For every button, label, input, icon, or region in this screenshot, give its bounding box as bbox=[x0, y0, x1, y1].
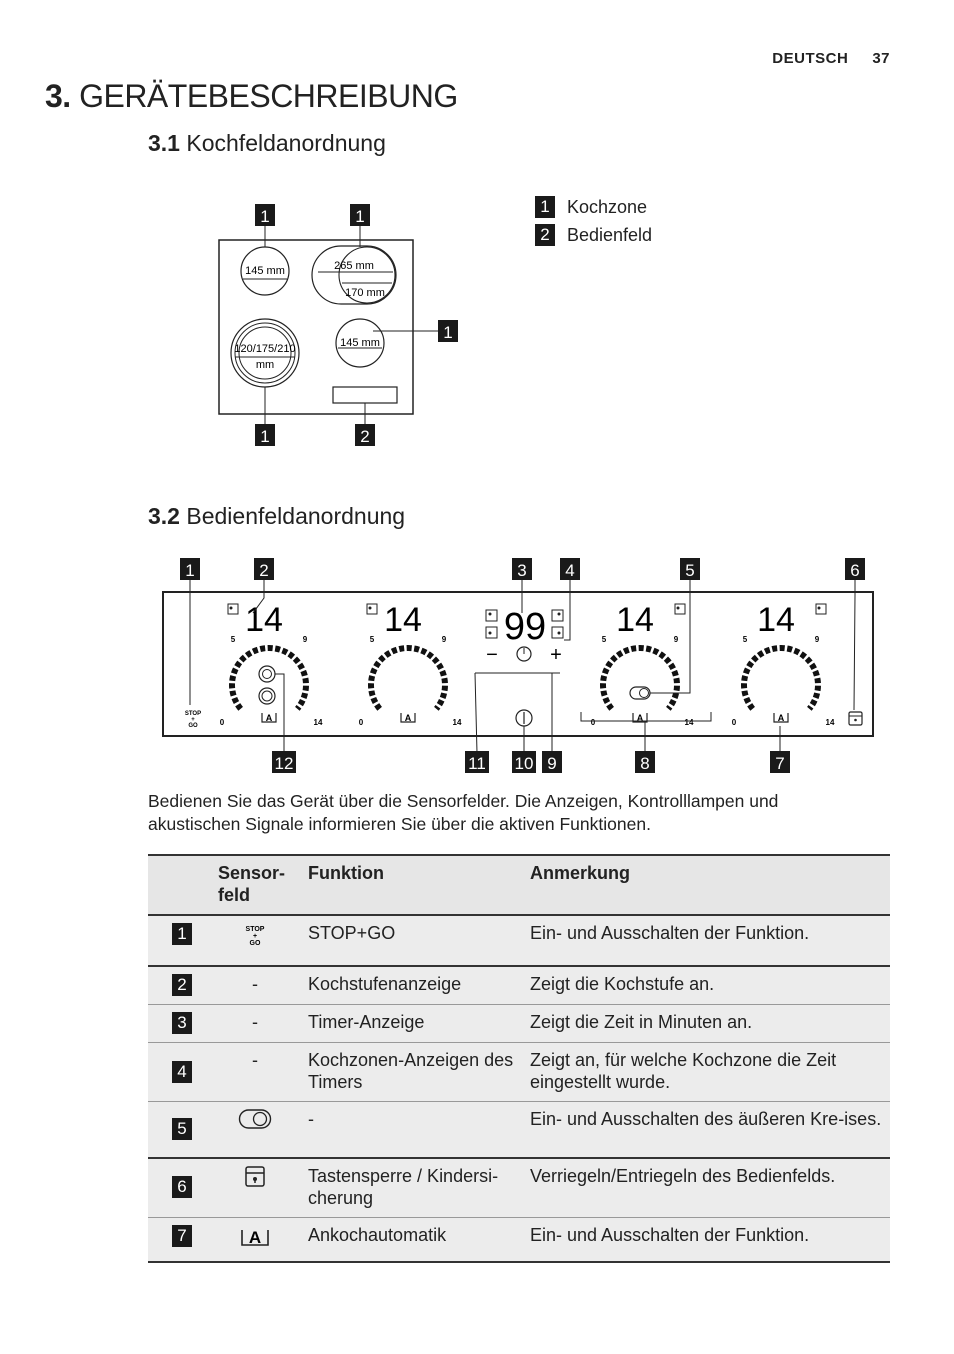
cooking-zone-control bbox=[591, 601, 694, 727]
svg-text:3: 3 bbox=[517, 561, 527, 580]
cooking-zone-control bbox=[359, 601, 462, 727]
svg-text:A: A bbox=[265, 713, 273, 723]
svg-text:2: 2 bbox=[259, 561, 269, 580]
callout-3 bbox=[512, 558, 532, 580]
cooking-zone-top-left bbox=[241, 247, 289, 295]
svg-text:12: 12 bbox=[274, 754, 294, 773]
row-number: 1 bbox=[172, 923, 192, 945]
table-row bbox=[148, 1043, 890, 1102]
scale-label: 5 bbox=[742, 635, 748, 644]
table-header-sensor: Sensor- feld bbox=[218, 863, 286, 905]
section-number: 3.2 bbox=[148, 503, 180, 529]
svg-text:7: 7 bbox=[775, 754, 785, 773]
callout-5 bbox=[680, 558, 700, 580]
row-number: 7 bbox=[172, 1225, 192, 1247]
power-slider bbox=[371, 648, 445, 709]
auto-heat-up-icon bbox=[262, 713, 276, 723]
svg-text:5: 5 bbox=[685, 561, 695, 580]
callout-2 bbox=[254, 558, 274, 580]
svg-text:1: 1 bbox=[260, 427, 270, 446]
power-level-display: 14 bbox=[616, 601, 654, 639]
cooking-zone-top-right bbox=[312, 246, 396, 304]
row-function: Ankochautomatik bbox=[308, 1224, 447, 1245]
svg-text:1: 1 bbox=[355, 207, 365, 226]
legend-item bbox=[535, 193, 652, 221]
scale-label: 14 bbox=[452, 718, 462, 727]
callout-7 bbox=[770, 751, 790, 773]
power-slider bbox=[603, 648, 677, 709]
svg-text:STOP: STOP bbox=[245, 926, 265, 933]
timer-plus: + bbox=[550, 644, 562, 666]
scale-label: 0 bbox=[219, 718, 225, 727]
legend-label: Kochzone bbox=[567, 196, 648, 217]
timer-minus: − bbox=[486, 644, 498, 666]
section-title: Bedienfeldanordnung bbox=[186, 503, 406, 529]
row-number: 4 bbox=[172, 1061, 192, 1083]
timer-display bbox=[475, 606, 563, 673]
svg-text:1: 1 bbox=[260, 207, 270, 226]
legend-label: Bedienfeld bbox=[567, 224, 653, 245]
row-note: Ein- und Ausschalten des äußeren Kre-ises. bbox=[530, 1109, 882, 1129]
callout-4 bbox=[560, 558, 580, 580]
row-function: - bbox=[308, 1109, 314, 1129]
scale-label: 0 bbox=[358, 718, 364, 727]
scale-label: 14 bbox=[313, 718, 323, 727]
table-header-row bbox=[148, 855, 890, 915]
row-note: Ein- und Ausschalten der Funktion. bbox=[530, 923, 810, 943]
svg-text:2: 2 bbox=[360, 427, 370, 446]
row-sensor: - bbox=[252, 1050, 258, 1070]
row-number: 2 bbox=[172, 974, 192, 996]
callout-1 bbox=[255, 204, 275, 226]
scale-label: 9 bbox=[814, 635, 820, 644]
scale-label: 14 bbox=[684, 718, 694, 727]
chapter-title-text: GERÄTEBESCHREIBUNG bbox=[79, 78, 458, 114]
zone-indicator-icon bbox=[816, 604, 826, 614]
row-function: Tastensperre / Kindersi-cherung bbox=[308, 1165, 499, 1208]
table-row bbox=[148, 1005, 890, 1043]
table-row bbox=[148, 1102, 890, 1158]
zone-size-label: mm bbox=[255, 359, 275, 371]
callout-12 bbox=[272, 751, 296, 773]
stop-go-icon bbox=[240, 922, 270, 952]
svg-text:10: 10 bbox=[514, 754, 534, 773]
zone-size-label: 145 mm bbox=[245, 265, 285, 277]
row-note: Ein- und Ausschalten der Funktion. bbox=[530, 1224, 810, 1245]
auto-heat-up-icon bbox=[239, 1224, 271, 1248]
legend-item bbox=[535, 221, 652, 249]
scale-label: 9 bbox=[302, 635, 308, 644]
svg-text:A: A bbox=[248, 1227, 262, 1247]
cooking-zone-control bbox=[732, 601, 835, 727]
callout-1 bbox=[438, 320, 458, 342]
zone-indicator-icon bbox=[367, 604, 377, 614]
page-header bbox=[748, 50, 890, 67]
svg-text:1: 1 bbox=[443, 323, 453, 342]
lock-icon bbox=[849, 712, 862, 725]
svg-text:8: 8 bbox=[640, 754, 650, 773]
stop-go-label: STOP bbox=[184, 711, 202, 717]
row-number: 5 bbox=[172, 1118, 192, 1140]
scale-label: 5 bbox=[601, 635, 607, 644]
zone-indicator-icon bbox=[675, 604, 685, 614]
cooking-zone-control bbox=[220, 601, 323, 727]
row-note: Zeigt die Zeit in Minuten an. bbox=[530, 1012, 753, 1032]
stop-go-label: + bbox=[191, 717, 195, 723]
svg-text:A: A bbox=[777, 713, 785, 723]
control-panel-diagram bbox=[155, 555, 885, 777]
table-row bbox=[148, 1158, 890, 1218]
callout-1 bbox=[180, 558, 200, 580]
outer-circle-toggle-icon bbox=[630, 687, 650, 699]
scale-label: 14 bbox=[825, 718, 835, 727]
svg-text:1: 1 bbox=[185, 561, 195, 580]
scale-label: 9 bbox=[673, 635, 679, 644]
timer-digits: 99 bbox=[503, 606, 547, 648]
scale-label: 5 bbox=[230, 635, 236, 644]
zone-size-label: 120/175/210 bbox=[234, 343, 296, 355]
scale-label: 9 bbox=[441, 635, 447, 644]
svg-text:4: 4 bbox=[565, 561, 575, 580]
dual-zone-icons bbox=[259, 666, 275, 704]
cooking-zone-bottom-left bbox=[231, 319, 299, 387]
row-number: 6 bbox=[172, 1176, 192, 1198]
row-sensor: - bbox=[252, 1012, 258, 1032]
chapter-title bbox=[45, 78, 458, 115]
auto-heat-up-icon bbox=[774, 713, 788, 723]
zone-indicator-icon bbox=[228, 604, 238, 614]
callout-6 bbox=[845, 558, 865, 580]
chapter-number: 3. bbox=[45, 78, 71, 114]
table-row bbox=[148, 966, 890, 1005]
row-function: Timer-Anzeige bbox=[308, 1012, 425, 1032]
section-title: Kochfeldanordnung bbox=[186, 130, 386, 156]
outer-circle-toggle-icon bbox=[238, 1108, 272, 1130]
svg-text:GO: GO bbox=[249, 940, 261, 947]
page-number: 37 bbox=[872, 50, 890, 67]
row-note: Verriegeln/Entriegeln des Bedienfelds. bbox=[530, 1165, 836, 1186]
row-function: Kochstufenanzeige bbox=[308, 974, 462, 994]
auto-heat-up-icon bbox=[401, 713, 415, 723]
power-level-display: 14 bbox=[384, 601, 422, 639]
stop-go-label: GO bbox=[188, 723, 198, 729]
table-row bbox=[148, 915, 890, 966]
scale-label: 0 bbox=[731, 718, 737, 727]
row-function: STOP+GO bbox=[308, 923, 396, 943]
svg-text:11: 11 bbox=[468, 754, 486, 773]
table-header-note: Anmerkung bbox=[530, 863, 631, 883]
section-heading-3-2 bbox=[148, 503, 405, 530]
legend-number: 1 bbox=[535, 196, 555, 218]
power-level-display: 14 bbox=[757, 601, 795, 639]
callout-1 bbox=[255, 424, 275, 446]
row-number: 3 bbox=[172, 1012, 192, 1034]
table-header-function: Funktion bbox=[308, 863, 384, 883]
svg-text:A: A bbox=[636, 713, 644, 723]
lock-icon bbox=[243, 1165, 267, 1189]
callout-9 bbox=[542, 751, 562, 773]
header-language: DEUTSCH bbox=[772, 50, 849, 67]
scale-label: 5 bbox=[369, 635, 375, 644]
callout-10 bbox=[512, 751, 536, 773]
sensor-field-table bbox=[148, 854, 890, 1263]
hob-layout-diagram bbox=[210, 195, 490, 455]
row-function: Kochzonen-Anzeigen des Timers bbox=[308, 1050, 514, 1092]
section-heading-3-1 bbox=[148, 130, 386, 157]
zone-size-label: 265 mm bbox=[334, 260, 374, 272]
legend-number: 2 bbox=[535, 224, 555, 246]
row-sensor: - bbox=[252, 974, 258, 994]
intro-paragraph: Bedienen Sie das Gerät über die Sensorfelder. Die Anzeigen, Kontrolllampen und akustischen Signale informieren Sie über die aktiven Funktionen. bbox=[148, 791, 779, 834]
cooking-zone-bottom-right bbox=[336, 319, 384, 367]
svg-text:A: A bbox=[404, 713, 412, 723]
svg-text:9: 9 bbox=[547, 754, 557, 773]
power-slider bbox=[744, 648, 818, 709]
zone-size-label: 145 mm bbox=[340, 337, 380, 349]
section-number: 3.1 bbox=[148, 130, 180, 156]
svg-text:6: 6 bbox=[850, 561, 860, 580]
table-header-num bbox=[148, 855, 210, 915]
callout-2 bbox=[355, 424, 375, 446]
scale-label: 0 bbox=[590, 718, 596, 727]
row-note: Zeigt an, für welche Kochzone die Zeit eingestellt wurde. bbox=[530, 1050, 837, 1092]
power-icon bbox=[516, 710, 532, 726]
callout-1 bbox=[350, 204, 370, 226]
control-panel-outline bbox=[333, 387, 397, 403]
table-row bbox=[148, 1217, 890, 1262]
diagram-legend bbox=[535, 193, 652, 249]
callout-8 bbox=[635, 751, 655, 773]
callout-11 bbox=[465, 751, 489, 773]
zone-size-label: 170 mm bbox=[345, 287, 385, 299]
power-level-display: 14 bbox=[245, 601, 283, 639]
svg-text:+: + bbox=[252, 933, 258, 940]
row-note: Zeigt die Kochstufe an. bbox=[530, 974, 715, 994]
